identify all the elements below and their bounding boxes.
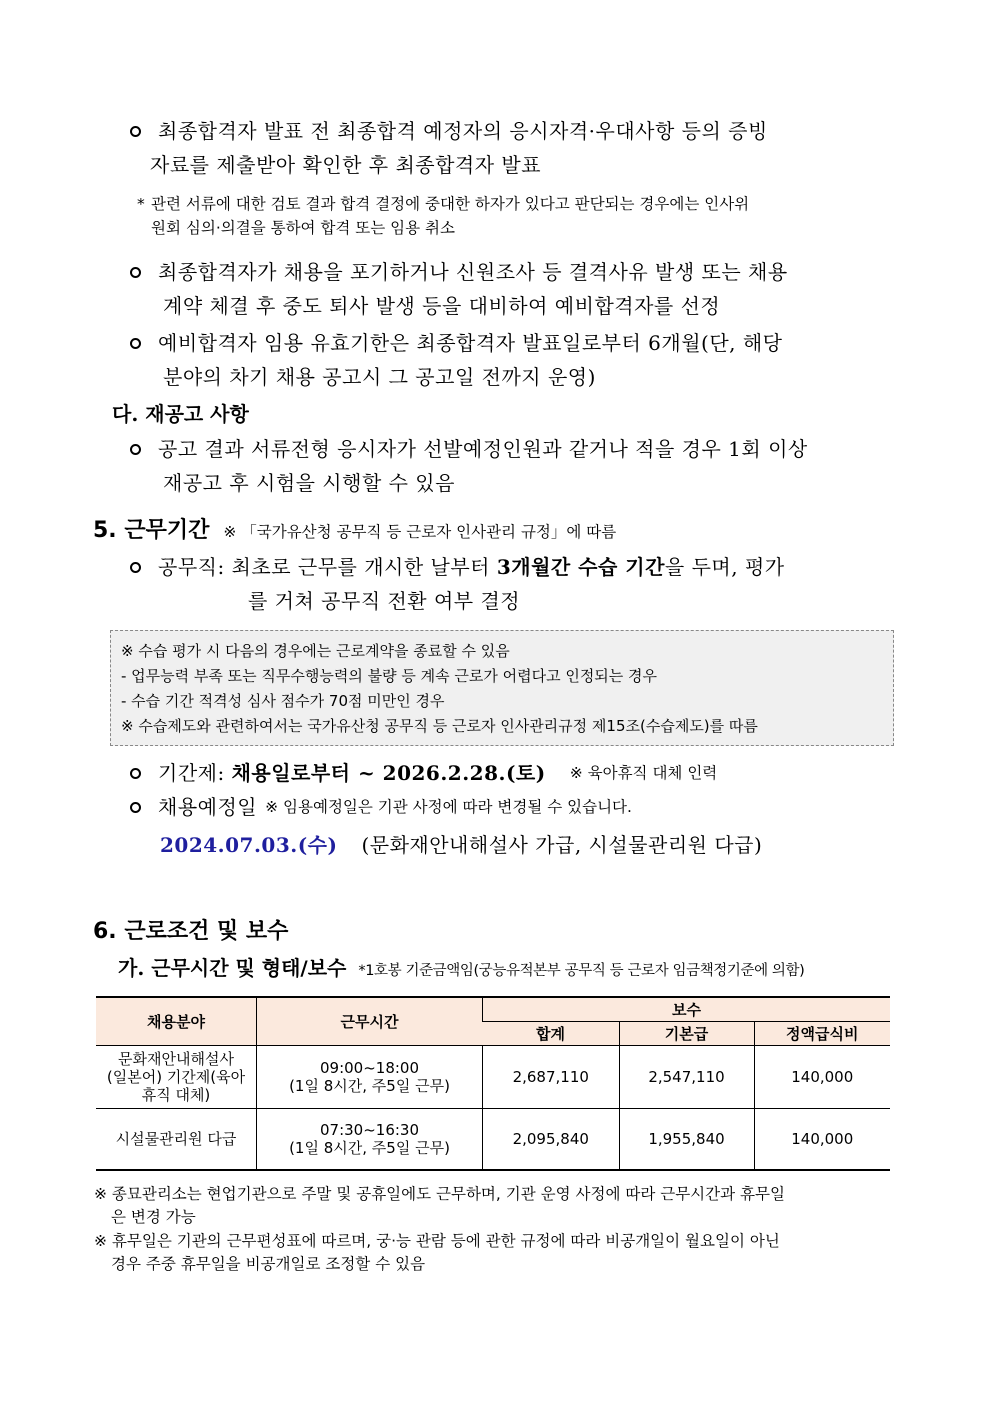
paragraph-reannouncement xyxy=(130,432,808,500)
text-prefix: 공무직: 최초로 근무를 개시한 날부터 xyxy=(158,555,497,579)
cell-meal: 140,000 xyxy=(754,1045,890,1108)
paragraph-line: 분야의 차기 채용 공고시 그 공고일 전까지 운영) xyxy=(163,365,596,389)
hire-date-note: ※ 임용예정일은 기관 사정에 따라 변경될 수 있습니다. xyxy=(265,798,632,816)
paragraph-line xyxy=(158,756,546,790)
paragraph-final-announcement xyxy=(130,114,768,182)
cell-field xyxy=(96,1045,257,1108)
section-title: 5. 근무기간 xyxy=(93,518,210,543)
footnote-jongmyo xyxy=(94,1183,785,1229)
circle-bullet-icon xyxy=(130,338,141,349)
header-field: 채용분야 xyxy=(96,997,257,1045)
header-hours: 근무시간 xyxy=(257,997,483,1045)
subsection-title: 가. 근무시간 및 형태/보수 xyxy=(118,956,347,980)
cell-line: 문화재안내해설사 xyxy=(118,1049,234,1068)
cell-base: 2,547,110 xyxy=(619,1045,754,1108)
text-suffix: 을 두며, 평가 xyxy=(664,555,785,579)
cell-total: 2,095,840 xyxy=(483,1108,620,1170)
section-note: ※ 「국가유산청 공무직 등 근로자 인사관리 규정」에 따름 xyxy=(223,523,617,541)
probation-period-highlight: 3개월간 수습 기간 xyxy=(496,555,665,579)
cell-line: (1일 8시간, 주5일 근무) xyxy=(289,1076,450,1095)
note-line: ※ 수습제도와 관련하여서는 국가유산청 공무직 등 근로자 인사관리규정 제15조(수습제도)를 따름 xyxy=(121,717,758,735)
paragraph-line: 공고 결과 서류전형 응시자가 선발예정인원과 같거나 적을 경우 1회 이상 xyxy=(158,437,808,461)
header-base: 기본급 xyxy=(619,1021,754,1045)
cell-field: 시설물관리원 다급 xyxy=(96,1108,257,1170)
cell-hours xyxy=(257,1108,483,1170)
cell-hours xyxy=(257,1045,483,1108)
cell-line: 09:00~18:00 xyxy=(319,1058,420,1077)
footnote-holidays xyxy=(94,1230,780,1276)
section-heading-conditions: 6. 근로조건 및 보수 xyxy=(93,919,289,944)
note-line: - 수습 기간 적격성 심사 점수가 70점 미만인 경우 xyxy=(121,692,445,710)
parental-leave-note: ※ 육아휴직 대체 인력 xyxy=(569,764,718,782)
hire-date-label: 채용예정일 xyxy=(158,795,258,819)
paragraph-reserve-validity xyxy=(130,326,783,394)
note-document-review xyxy=(137,192,749,240)
cell-line: 휴직 대체) xyxy=(141,1085,211,1104)
cell-meal: 140,000 xyxy=(754,1108,890,1170)
fixed-term-period-highlight: 채용일로부터 ~ 2026.2.28.(토) xyxy=(231,761,546,785)
footnote-line: 은 변경 가능 xyxy=(111,1208,196,1226)
paragraph-fixed-term xyxy=(130,756,717,790)
note-line: ※ 수습 평가 시 다음의 경우에는 근로계약을 종료할 수 있음 xyxy=(121,642,510,660)
subsection-heading-hours-pay xyxy=(118,952,804,984)
section-heading-work-period xyxy=(93,514,616,548)
subsection-note: *1호봉 기준금액임(궁능유적본부 공무직 등 근로자 임금책정기준에 의함) xyxy=(358,963,805,979)
paragraph-reserve-candidates xyxy=(130,255,788,323)
hire-date-detail: (문화재안내해설사 가급, 시설물관리원 다급) xyxy=(361,833,763,857)
note-line: 관련 서류에 대한 검토 결과 합격 결정에 중대한 하자가 있다고 판단되는 경우에는 인사위 xyxy=(151,195,750,213)
circle-bullet-icon xyxy=(130,802,141,813)
header-pay: 보수 xyxy=(483,997,891,1021)
footnote-line: ※ 휴무일은 기관의 근무편성표에 따르며, 궁·능 관람 등에 관한 규정에 따라 비공개일이 월요일이 아닌 xyxy=(94,1232,780,1250)
table-row xyxy=(96,1108,890,1170)
paragraph-line: 예비합격자 임용 유효기한은 최종합격자 발표일로부터 6개월(단, 해당 xyxy=(158,331,783,355)
pay-table xyxy=(96,996,890,1171)
note-line: - 업무능력 부족 또는 직무수행능력의 불량 등 계속 근로가 어렵다고 인정되는 경우 xyxy=(121,667,658,685)
paragraph-permanent-staff xyxy=(130,550,785,618)
cell-line: 07:30~16:30 xyxy=(319,1120,420,1139)
circle-bullet-icon xyxy=(130,562,141,573)
circle-bullet-icon xyxy=(130,444,141,455)
text-prefix: 기간제: xyxy=(158,761,232,785)
circle-bullet-icon xyxy=(130,126,141,137)
cell-base: 1,955,840 xyxy=(619,1108,754,1170)
hire-date-value: 2024.07.03.(수) xyxy=(160,833,338,857)
footnote-line: 경우 주중 휴무일을 비공개일로 조정할 수 있음 xyxy=(111,1255,426,1273)
cell-line: (일본어) 기간제(육아 xyxy=(106,1067,246,1086)
paragraph-line: 를 거쳐 공무직 전환 여부 결정 xyxy=(248,589,521,613)
note-asterisk: * xyxy=(137,195,145,213)
circle-bullet-icon xyxy=(130,768,141,779)
paragraph-line: 최종합격자가 채용을 포기하거나 신원조사 등 결격사유 발생 또는 채용 xyxy=(158,260,788,284)
cell-total: 2,687,110 xyxy=(483,1045,620,1108)
header-meal: 정액급식비 xyxy=(754,1021,890,1045)
section-heading-reannouncement: 다. 재공고 사항 xyxy=(112,402,249,426)
header-total: 합계 xyxy=(483,1021,620,1045)
table-row xyxy=(96,1045,890,1108)
cell-line: (1일 8시간, 주5일 근무) xyxy=(289,1138,450,1157)
paragraph-line: 계약 체결 후 중도 퇴사 발생 등을 대비하여 예비합격자를 선정 xyxy=(163,294,721,318)
footnote-line: ※ 종묘관리소는 현업기관으로 주말 및 공휴일에도 근무하며, 기관 운영 사정에 따라 근무시간과 휴무일 xyxy=(94,1185,785,1203)
probation-note-box xyxy=(110,630,894,746)
paragraph-line: 최종합격자 발표 전 최종합격 예정자의 응시자격·우대사항 등의 증빙 xyxy=(158,119,768,143)
circle-bullet-icon xyxy=(130,267,141,278)
paragraph-line: 자료를 제출받아 확인한 후 최종합격자 발표 xyxy=(150,153,542,177)
paragraph-line xyxy=(158,550,785,584)
note-line: 원회 심의·의결을 통하여 합격 또는 임용 취소 xyxy=(151,219,456,237)
paragraph-hire-date xyxy=(130,790,762,862)
paragraph-line: 재공고 후 시험을 시행할 수 있음 xyxy=(163,471,455,495)
